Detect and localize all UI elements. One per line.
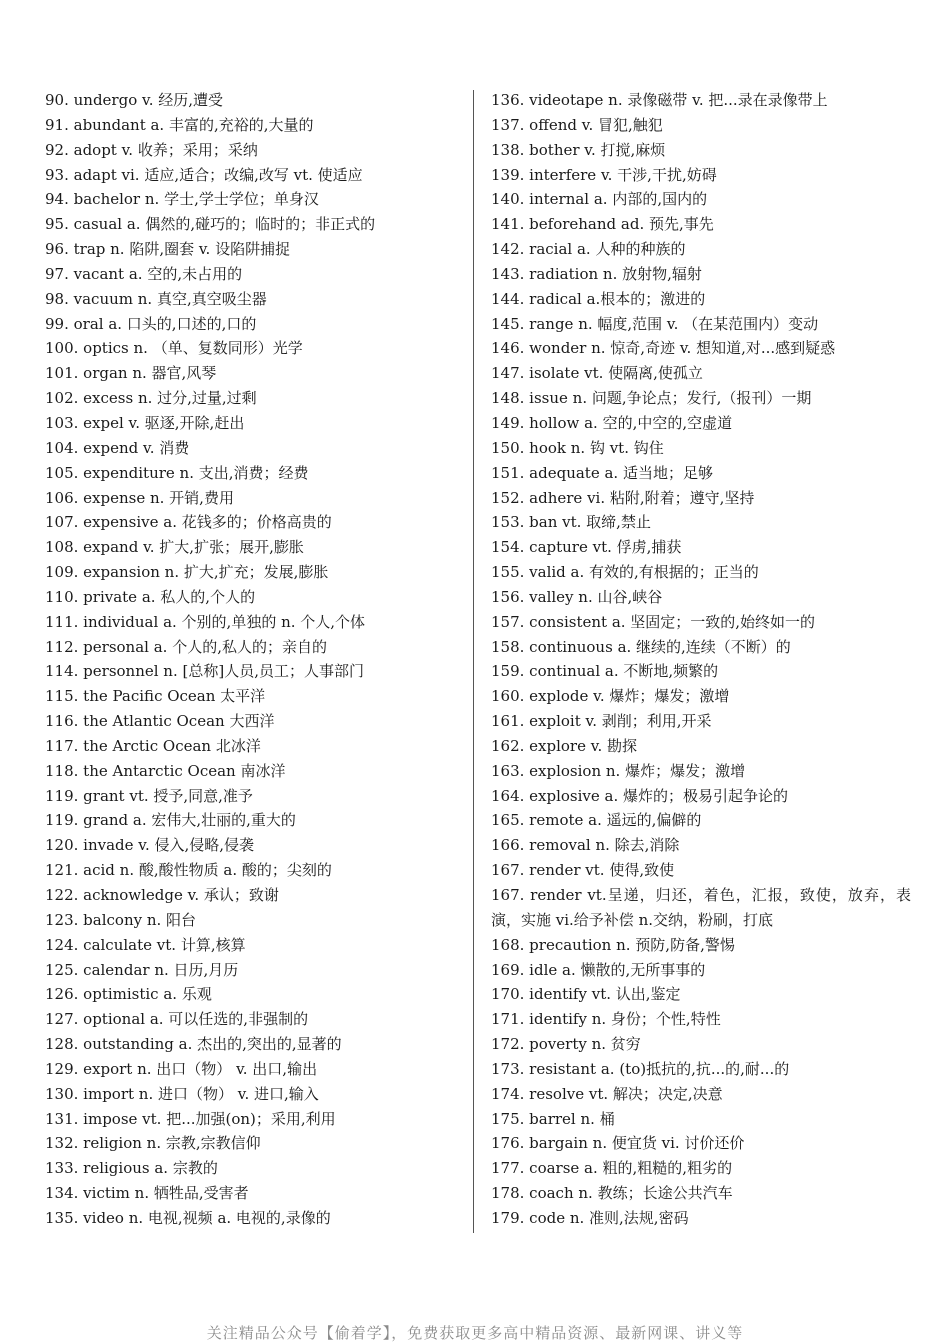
vocab-entry: 147. isolate vt. 使隔离,使孤立 — [491, 364, 703, 383]
vocab-entry: 166. removal n. 除去,消除 — [491, 836, 680, 855]
vocab-entry: 99. oral a. 口头的,口述的,口的 — [45, 314, 257, 333]
vocab-entry: 122. acknowledge v. 承认；致谢 — [45, 886, 279, 904]
vocab-entry: 110. private a. 私人的,个人的 — [45, 587, 256, 606]
vocab-entry: 101. organ n. 器官,风琴 — [45, 364, 217, 383]
vocab-entry: 150. hook n. 钩 vt. 钩住 — [491, 438, 664, 457]
vocab-entry-wrapped: 167. render vt.呈递，归还，着色，汇报，致使，放弃，表演，实施 vi.给予补偿 n.交纳，粉刷，打底 — [491, 886, 911, 929]
vocab-entry: 117. the Arctic Ocean 北冰洋 — [45, 736, 261, 755]
vocab-entry: 91. abundant a. 丰富的,充裕的,大量的 — [45, 115, 314, 134]
vocab-entry: 132. religion n. 宗教,宗教信仰 — [45, 1134, 261, 1153]
vocab-entry: 167. render vt. 使得,致使 — [491, 861, 675, 880]
vocab-entry: 176. bargain n. 便宜货 vi. 讨价还价 — [491, 1134, 745, 1153]
vocab-entry: 128. outstanding a. 杰出的,突出的,显著的 — [45, 1035, 342, 1054]
vocab-entry: 95. casual a. 偶然的,碰巧的；临时的；非正式的 — [45, 215, 376, 234]
vocab-entry: 131. impose vt. 把...加强(on)；采用,利用 — [45, 1109, 336, 1128]
vocab-entry: 115. the Pacific Ocean 太平洋 — [45, 687, 266, 706]
vocab-entry: 120. invade v. 侵入,侵略,侵袭 — [45, 836, 255, 855]
vocab-entry: 139. interfere v. 干涉,干扰,妨碍 — [491, 165, 717, 184]
vocab-entry: 152. adhere vi. 粘附,附着；遵守,坚持 — [491, 488, 755, 507]
vocab-entry: 92. adopt v. 收养；采用；采纳 — [45, 140, 258, 159]
vocab-entry: 97. vacant a. 空的,未占用的 — [45, 264, 243, 283]
footer-promo-text: 关注精品公众号【偷着学】，免费获取更多高中精品资源、最新网课、讲义等 — [206, 1324, 744, 1342]
vocab-entry: 124. calculate vt. 计算,核算 — [45, 935, 246, 954]
vocab-entry: 102. excess n. 过分,过量,过剩 — [45, 389, 257, 408]
vocab-entry: 162. explore v. 勘探 — [491, 736, 637, 755]
vocab-entry: 123. balcony n. 阳台 — [45, 910, 197, 929]
vocab-entry: 178. coach n. 教练；长途公共汽车 — [491, 1184, 733, 1203]
vocab-entry: 106. expense n. 开销,费用 — [45, 488, 234, 507]
vocab-entry: 125. calendar n. 日历,月历 — [45, 960, 239, 979]
vocab-entry: 151. adequate a. 适当地；足够 — [491, 463, 713, 482]
vocab-entry: 135. video n. 电视,视频 a. 电视的,录像的 — [45, 1208, 331, 1227]
vocab-entry: 104. expend v. 消费 — [45, 438, 190, 457]
vocab-entry: 126. optimistic a. 乐观 — [45, 985, 212, 1004]
vocab-entry: 105. expenditure n. 支出,消费；经费 — [45, 463, 309, 482]
vocab-entry: 142. racial a. 人种的种族的 — [491, 240, 686, 259]
vocab-entry: 173. resistant a. (to)抵抗的,抗...的,耐...的 — [491, 1059, 790, 1078]
vocab-entry: 171. identify n. 身份；个性,特性 — [491, 1010, 721, 1029]
vocab-entry: 108. expand v. 扩大,扩张；展开,膨胀 — [45, 538, 304, 557]
vocab-entry: 116. the Atlantic Ocean 大西洋 — [45, 712, 275, 731]
vocab-entry: 156. valley n. 山谷,峡谷 — [491, 587, 663, 606]
vocab-entry: 174. resolve vt. 解决；决定,决意 — [491, 1084, 723, 1103]
vocab-entry: 141. beforehand ad. 预先,事先 — [491, 215, 714, 234]
vocab-entry: 140. internal a. 内部的,国内的 — [491, 190, 708, 209]
vocab-entry: 119. grand a. 宏伟大,壮丽的,重大的 — [45, 811, 296, 830]
vocab-entry: 158. continuous a. 继续的,连续（不断）的 — [491, 637, 791, 656]
vocab-entry: 159. continual a. 不断地,频繁的 — [491, 662, 719, 681]
vocab-entry: 137. offend v. 冒犯,触犯 — [491, 115, 663, 134]
vocab-entry: 96. trap n. 陷阱,圈套 v. 设陷阱捕捉 — [45, 240, 291, 259]
vocab-entry: 172. poverty n. 贫穷 — [491, 1035, 641, 1054]
vocab-entry: 153. ban vt. 取缔,禁止 — [491, 513, 651, 532]
vocab-entry: 130. import n. 进口（物） v. 进口,输入 — [45, 1084, 319, 1103]
vocab-column-right — [491, 88, 911, 1231]
vocab-entry: 155. valid a. 有效的,有根据的；正当的 — [491, 563, 759, 582]
vocab-entry: 121. acid n. 酸,酸性物质 a. 酸的；尖刻的 — [45, 861, 332, 880]
vocab-list-right-a — [491, 88, 911, 883]
vocab-entry: 175. barrel n. 桶 — [491, 1109, 615, 1128]
vocab-entry: 103. expel v. 驱逐,开除,赶出 — [45, 413, 245, 432]
vocab-entry: 148. issue n. 问题,争论点；发行,（报刊）一期 — [491, 389, 812, 408]
vocab-list-right-b — [491, 933, 911, 1231]
vocab-entry: 111. individual a. 个别的,单独的 n. 个人,个体 — [45, 612, 366, 631]
vocab-entry: 118. the Antarctic Ocean 南冰洋 — [45, 761, 286, 780]
vocab-entry: 146. wonder n. 惊奇,奇迹 v. 想知道,对...感到疑惑 — [491, 339, 836, 358]
vocab-entry: 169. idle a. 懒散的,无所事事的 — [491, 960, 706, 979]
vocab-entry: 165. remote a. 遥远的,偏僻的 — [491, 811, 702, 830]
vocab-entry: 164. explosive a. 爆炸的；极易引起争论的 — [491, 786, 789, 805]
vocab-entry: 107. expensive a. 花钱多的；价格高贵的 — [45, 513, 332, 532]
vocab-entry: 133. religious a. 宗教的 — [45, 1159, 218, 1178]
vocab-entry: 157. consistent a. 坚固定；一致的,始终如一的 — [491, 612, 816, 631]
vocab-entry: 109. expansion n. 扩大,扩充；发展,膨胀 — [45, 563, 329, 582]
vocab-entry: 154. capture vt. 俘虏,捕获 — [491, 538, 682, 557]
vocab-entry: 94. bachelor n. 学士,学士学位；单身汉 — [45, 190, 319, 209]
vocab-entry: 168. precaution n. 预防,防备,警惕 — [491, 935, 735, 954]
vocab-entry: 160. explode v. 爆炸；爆发；激增 — [491, 687, 730, 706]
vocab-entry: 119. grant vt. 授予,同意,准予 — [45, 786, 253, 805]
vocab-entry: 129. export n. 出口（物） v. 出口,输出 — [45, 1059, 318, 1078]
vocab-entry: 90. undergo v. 经历,遭受 — [45, 91, 223, 109]
vocab-entry: 98. vacuum n. 真空,真空吸尘器 — [45, 289, 267, 308]
vocab-entry: 136. videotape n. 录像磁带 v. 把...录在录像带上 — [491, 91, 828, 109]
vocab-entry: 112. personal a. 个人的,私人的；亲自的 — [45, 637, 327, 656]
vocab-entry: 161. exploit v. 剥削；利用,开采 — [491, 712, 712, 731]
vocab-entry: 149. hollow a. 空的,中空的,空虚道 — [491, 413, 733, 432]
vocab-entry: 145. range n. 幅度,范围 v. （在某范围内）变动 — [491, 314, 819, 333]
vocab-entry: 100. optics n. （单、复数同形）光学 — [45, 339, 303, 358]
vocab-entry: 134. victim n. 牺牲品,受害者 — [45, 1184, 249, 1203]
vocab-entry: 179. code n. 准则,法规,密码 — [491, 1208, 689, 1227]
vocab-entry: 177. coarse a. 粗的,粗糙的,粗劣的 — [491, 1159, 733, 1178]
vocab-entry: 163. explosion n. 爆炸；爆发；激增 — [491, 761, 746, 780]
vocab-entry: 170. identify vt. 认出,鉴定 — [491, 985, 681, 1004]
vocab-entry: 143. radiation n. 放射物,辐射 — [491, 264, 702, 283]
vocab-entry: 144. radical a.根本的；激进的 — [491, 289, 706, 308]
vocab-entry: 93. adapt vi. 适应,适合；改编,改写 vt. 使适应 — [45, 165, 363, 184]
column-divider — [473, 90, 474, 1233]
vocab-entry: 114. personnel n. [总称]人员,员工；人事部门 — [45, 662, 364, 681]
vocab-column-left — [45, 88, 460, 1231]
vocab-entry: 138. bother v. 打搅,麻烦 — [491, 140, 666, 159]
vocab-entry: 127. optional a. 可以任选的,非强制的 — [45, 1010, 309, 1029]
